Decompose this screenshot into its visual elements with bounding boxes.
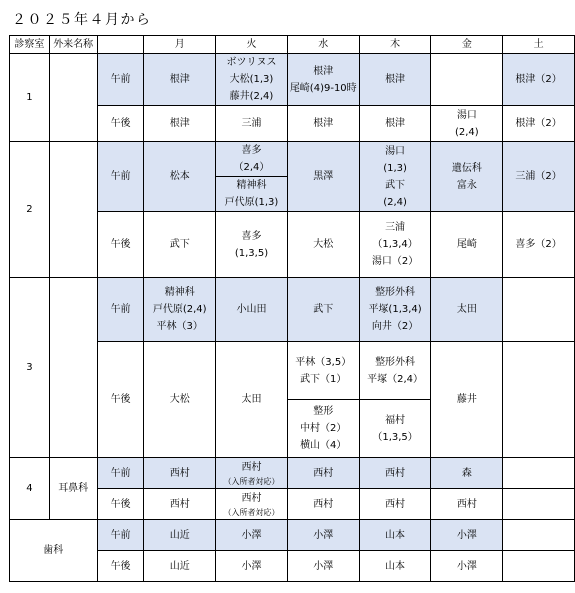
cell-line: （2,4）: [233, 162, 270, 173]
cell-line: 武下: [313, 304, 334, 315]
cell: [359, 212, 431, 278]
cell: [503, 458, 575, 489]
header-mon: 月: [144, 36, 216, 54]
cell-line: (1,3): [383, 162, 407, 174]
table-row: [10, 54, 575, 106]
schedule-table: [9, 35, 575, 582]
period-pm: 午後: [97, 212, 144, 278]
period-am: 午前: [97, 278, 144, 342]
cell-line: 黒澤: [313, 171, 334, 182]
cell: [503, 142, 575, 212]
cell-note: （入所者対応）: [223, 508, 280, 517]
room-label: 3: [10, 278, 50, 458]
cell: [503, 489, 575, 520]
table-row: [10, 458, 575, 489]
cell-line: 戸代原(1,3): [224, 197, 279, 208]
header-sat: 土: [503, 36, 575, 54]
cell: [359, 342, 431, 400]
cell-line: 平塚（2,4）: [367, 373, 424, 385]
header-wed: 水: [287, 36, 359, 54]
cell-line: 喜多（2）: [515, 239, 562, 250]
dept-label: [49, 54, 97, 142]
dept-label: 耳鼻科: [49, 458, 97, 520]
cell: 小澤: [431, 551, 503, 582]
cell-line: 平林（3）: [156, 321, 203, 332]
cell-line: 精神科: [164, 287, 195, 298]
cell: 山近: [144, 520, 216, 551]
cell-line: 根津（2）: [515, 118, 562, 129]
cell: [287, 212, 359, 278]
header-room: 診察室: [10, 36, 50, 54]
cell: 森: [431, 458, 503, 489]
cell-line: 整形外科: [375, 287, 416, 298]
cell: [503, 54, 575, 106]
cell-line: 湯口: [385, 145, 406, 157]
table-row: [10, 278, 575, 342]
cell: [287, 400, 359, 458]
cell-line: 大松: [313, 239, 334, 250]
cell-line: 整形外科: [375, 356, 416, 368]
cell-line: 平林（3,5）: [295, 356, 352, 368]
period-pm: 午後: [97, 551, 144, 582]
cell-line: 大松: [169, 394, 190, 405]
header-row: [10, 36, 575, 54]
cell-line: 根津: [385, 74, 406, 85]
cell-line: 根津: [313, 65, 334, 77]
cell: 小澤: [216, 520, 288, 551]
cell: 西村: [431, 489, 503, 520]
cell: [431, 342, 503, 458]
cell: [144, 142, 216, 212]
cell: [359, 400, 431, 458]
cell: [287, 106, 359, 142]
cell-line: 遺伝科: [451, 162, 482, 174]
cell: [216, 212, 288, 278]
cell: 西村: [287, 458, 359, 489]
cell: [359, 106, 431, 142]
room-label: 4: [10, 458, 50, 520]
cell-line: 喜多: [241, 145, 262, 156]
cell-line: 根津: [169, 118, 190, 129]
cell: 小澤: [216, 551, 288, 582]
cell-line: 富永: [456, 179, 477, 191]
cell-line: 三浦（2）: [515, 171, 562, 182]
table-row: [10, 520, 575, 551]
cell-line: 根津: [169, 74, 190, 85]
cell: 山本: [359, 551, 431, 582]
cell: [216, 177, 288, 212]
cell-line: 平塚(1,3,4): [368, 304, 422, 315]
cell: [144, 342, 216, 458]
dept-label: [49, 142, 97, 278]
cell-line: 藤井: [456, 394, 477, 405]
cell-line: 横山（4）: [300, 440, 347, 451]
table-row: [10, 142, 575, 177]
cell-line: (2,4): [454, 126, 479, 138]
cell-line: 精神科: [236, 180, 267, 191]
header-fri: 金: [431, 36, 503, 54]
cell: 西村: [359, 489, 431, 520]
header-thu: 木: [359, 36, 431, 54]
cell-line: ボツリヌス: [226, 57, 277, 68]
cell: 小澤: [431, 520, 503, 551]
cell: [359, 278, 431, 342]
cell: [216, 142, 288, 177]
cell: [216, 278, 288, 342]
cell: [216, 106, 288, 142]
cell-line: 根津（2）: [515, 74, 562, 85]
cell-line: 尾崎: [456, 239, 477, 250]
period-am: 午前: [97, 142, 144, 212]
cell-line: （1,3,4）: [372, 239, 418, 250]
cell-line: 根津: [385, 118, 406, 129]
page-title: ２０２５年４月から: [12, 12, 152, 28]
cell-line: 喜多: [241, 230, 262, 242]
header-period: [97, 36, 144, 54]
cell: 西村: [144, 458, 216, 489]
cell: [216, 458, 288, 489]
cell-line: （1,3,5）: [372, 431, 418, 443]
cell: [431, 142, 503, 212]
cell: [144, 212, 216, 278]
cell: [144, 278, 216, 342]
cell-line: 尾崎(4)9-10時: [289, 82, 357, 94]
cell-line: 整形: [313, 406, 334, 417]
cell-line: 三浦: [385, 222, 406, 233]
cell: [431, 278, 503, 342]
cell: 山近: [144, 551, 216, 582]
cell-line: 藤井(2,4): [229, 91, 274, 102]
cell: 小澤: [287, 520, 359, 551]
cell-line: 太田: [456, 304, 477, 315]
period-am: 午前: [97, 520, 144, 551]
cell: [287, 278, 359, 342]
cell: [359, 142, 431, 212]
room-label: 歯科: [10, 520, 98, 582]
cell-line: 松本: [169, 171, 190, 182]
cell-name: 西村: [241, 493, 262, 504]
header-tue: 火: [216, 36, 288, 54]
cell-line: 小山田: [236, 304, 267, 315]
period-pm: 午後: [97, 342, 144, 458]
cell: [503, 212, 575, 278]
cell: [431, 54, 503, 106]
cell: [503, 106, 575, 142]
cell-note: （入所者対応）: [223, 477, 280, 486]
cell: [287, 142, 359, 212]
cell-line: 太田: [241, 394, 262, 405]
cell: [503, 551, 575, 582]
cell-name: 西村: [241, 462, 262, 473]
cell: 西村: [359, 458, 431, 489]
cell: [503, 342, 575, 458]
cell-line: (1,3,5): [234, 247, 269, 259]
cell-line: (2,4): [383, 196, 407, 208]
cell-line: 武下（1）: [300, 373, 347, 385]
cell-line: 武下: [385, 179, 406, 191]
cell: [216, 54, 288, 106]
cell: 西村: [144, 489, 216, 520]
cell-line: 向井（2）: [371, 321, 419, 332]
cell: [216, 489, 288, 520]
cell: [359, 54, 431, 106]
cell: [431, 212, 503, 278]
cell-line: 中村（2）: [300, 423, 347, 434]
dept-label: [49, 278, 97, 458]
cell: [503, 520, 575, 551]
cell-line: 大松(1,3): [229, 74, 274, 85]
period-am: 午前: [97, 54, 144, 106]
cell: [503, 278, 575, 342]
cell-line: 湯口: [456, 109, 477, 121]
cell-line: 三浦: [241, 118, 262, 129]
cell: 西村: [287, 489, 359, 520]
cell: [144, 54, 216, 106]
period-am: 午前: [97, 458, 144, 489]
cell-line: 福村: [385, 414, 406, 426]
period-pm: 午後: [97, 106, 144, 142]
cell: [144, 106, 216, 142]
cell: [216, 342, 288, 458]
cell: [431, 106, 503, 142]
cell: 小澤: [287, 551, 359, 582]
room-label: 1: [10, 54, 50, 142]
cell-line: 根津: [313, 118, 334, 129]
period-pm: 午後: [97, 489, 144, 520]
cell-line: 湯口（2）: [371, 256, 419, 267]
header-dept: 外来名称: [49, 36, 97, 54]
room-label: 2: [10, 142, 50, 278]
cell-line: 武下: [169, 239, 190, 250]
cell: [287, 342, 359, 400]
cell: [287, 54, 359, 106]
cell: 山本: [359, 520, 431, 551]
cell-line: 戸代原(2,4): [152, 304, 207, 315]
